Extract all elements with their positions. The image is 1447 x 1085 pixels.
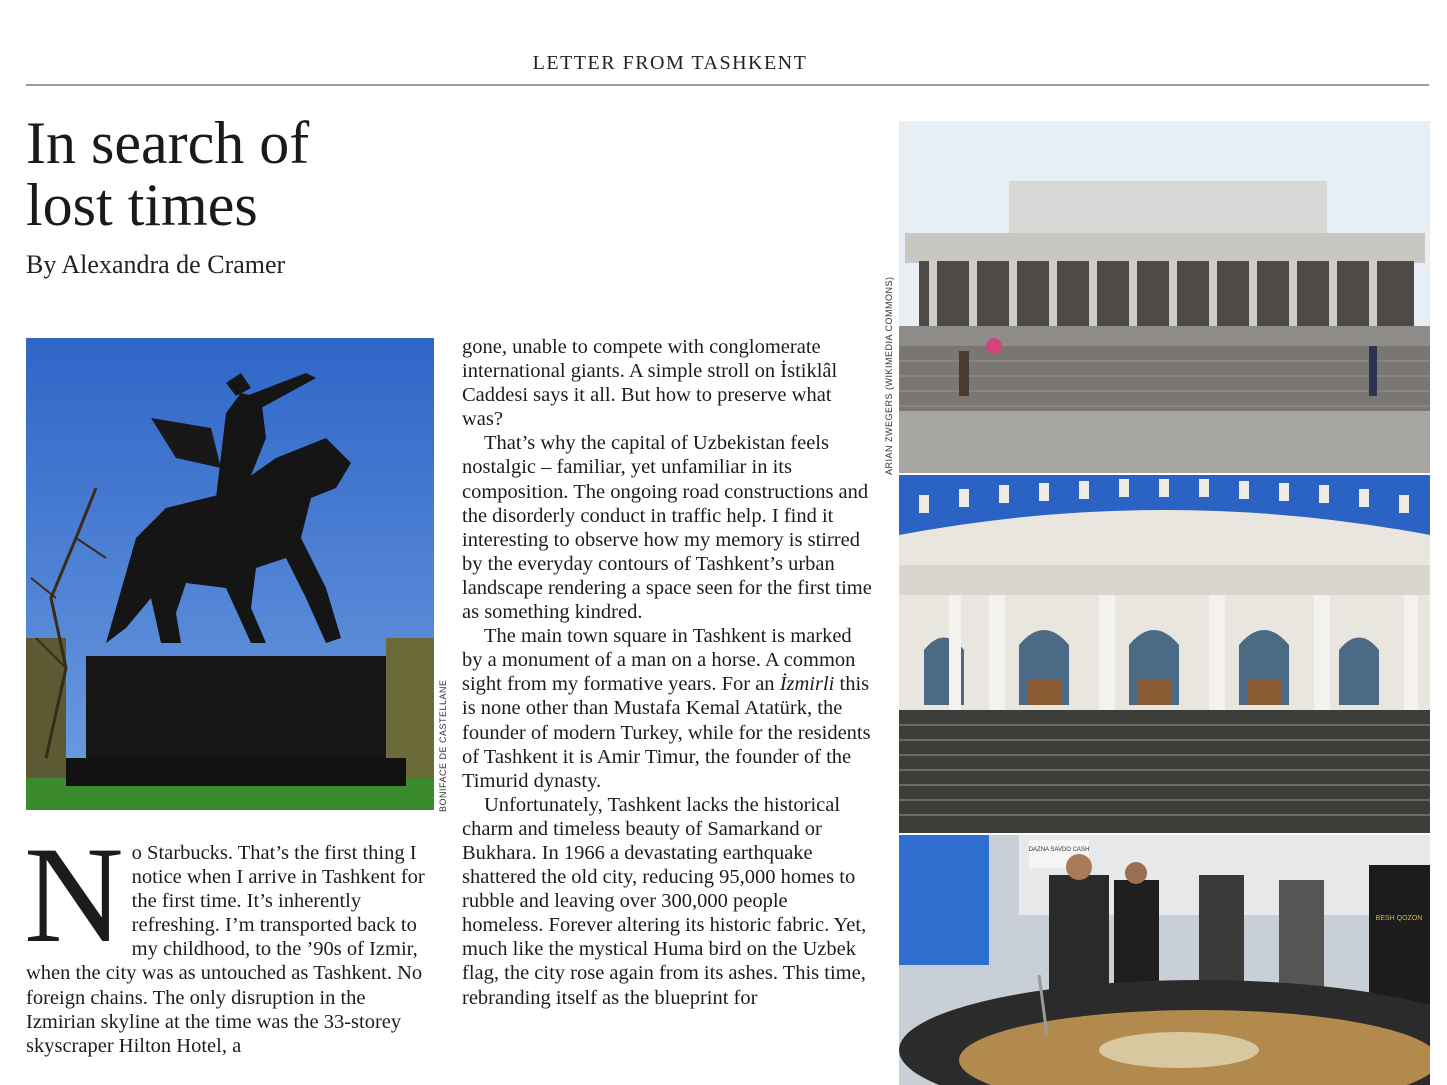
section-header: LETTER FROM TASHKENT: [532, 52, 808, 74]
paragraph-2: gone, unable to compete with conglomerate international giants. A simple stroll on İstiklâl Caddesi says it all. But how to preserve what was?: [462, 336, 838, 431]
plov-cooking-photo: [899, 835, 1430, 1085]
body-column-1: [24, 818, 434, 1058]
title-line-1: In search of: [26, 110, 310, 176]
article-title: [26, 112, 446, 236]
italic-term-izmirli: İzmirli: [779, 673, 835, 696]
theater-photo: [899, 475, 1430, 833]
paragraph-4: [462, 624, 874, 793]
statue-photo-art: [26, 338, 434, 810]
byline: By Alexandra de Cramer: [26, 250, 286, 279]
drop-cap: N: [24, 818, 124, 971]
paragraph-4-part-a: The main town square in Tashkent is marked by a monument of a man on a horse. A common sight from my formative years. For an: [462, 625, 856, 696]
palace-photo-art: [899, 121, 1430, 473]
plov-cooking-photo-art: [899, 835, 1430, 1085]
paragraph-5: Unfortunately, Tashkent lacks the historical charm and timeless beauty of Samarkand or Bukhara. In 1966 a devastating earthquake shattered the old city, reducing 95,000 homes to rubble and leaving over 300,000 people homeless. Forever altering its historic fabric. Yet, much like the mystical Huma bird on the Uzbek flag, the city rose again from its ashes. This time, rebranding itself as the blueprint for: [462, 793, 867, 1009]
paragraph-1: o Starbucks. That’s the first thing I notice when I arrive in Tashkent for the first time. It’s inherently refreshing. I’m transported back to my childhood, to the ’90s of Izmir, when the city was as untouched as Tashkent. No foreign chains. The only disruption in the Izmirian skyline at the time was the 33-storey skyscraper Hilton Hotel, a: [26, 842, 425, 1057]
title-line-2: lost times: [26, 172, 258, 238]
paragraph-4-part-b: this is none other than Mustafa Kemal Atatürk, the founder of modern Turkey, while for the residents of Tashkent it is Amir Timur, the founder of the Timurid dynasty.: [462, 673, 871, 792]
palace-photo: [899, 121, 1430, 473]
header-rule: [26, 84, 1429, 86]
theater-photo-art: [899, 475, 1430, 833]
body-column-2: [462, 335, 874, 1010]
statue-photo: [26, 338, 434, 810]
statue-photo-credit: BONIFACE DE CASTELLANE: [438, 679, 448, 812]
apron-logo-text: BESH QOZON: [1375, 915, 1423, 922]
palace-photo-credit: ARIAN ZWEGERS (WIKIMEDIA COMMONS): [884, 276, 894, 475]
paragraph-3: That’s why the capital of Uzbekistan feels nostalgic – familiar, yet unfamiliar in its composition. The ongoing road constructions and the disorderly conduct in traffic help. I find it interesting to observe how my memory is stirred by the everyday contours of Tashkent’s urban landscape rendering a space seen for the first time as something kindred.: [462, 432, 872, 624]
stall-sign-text: DAZNA SAVDO CASH: [1028, 847, 1090, 853]
